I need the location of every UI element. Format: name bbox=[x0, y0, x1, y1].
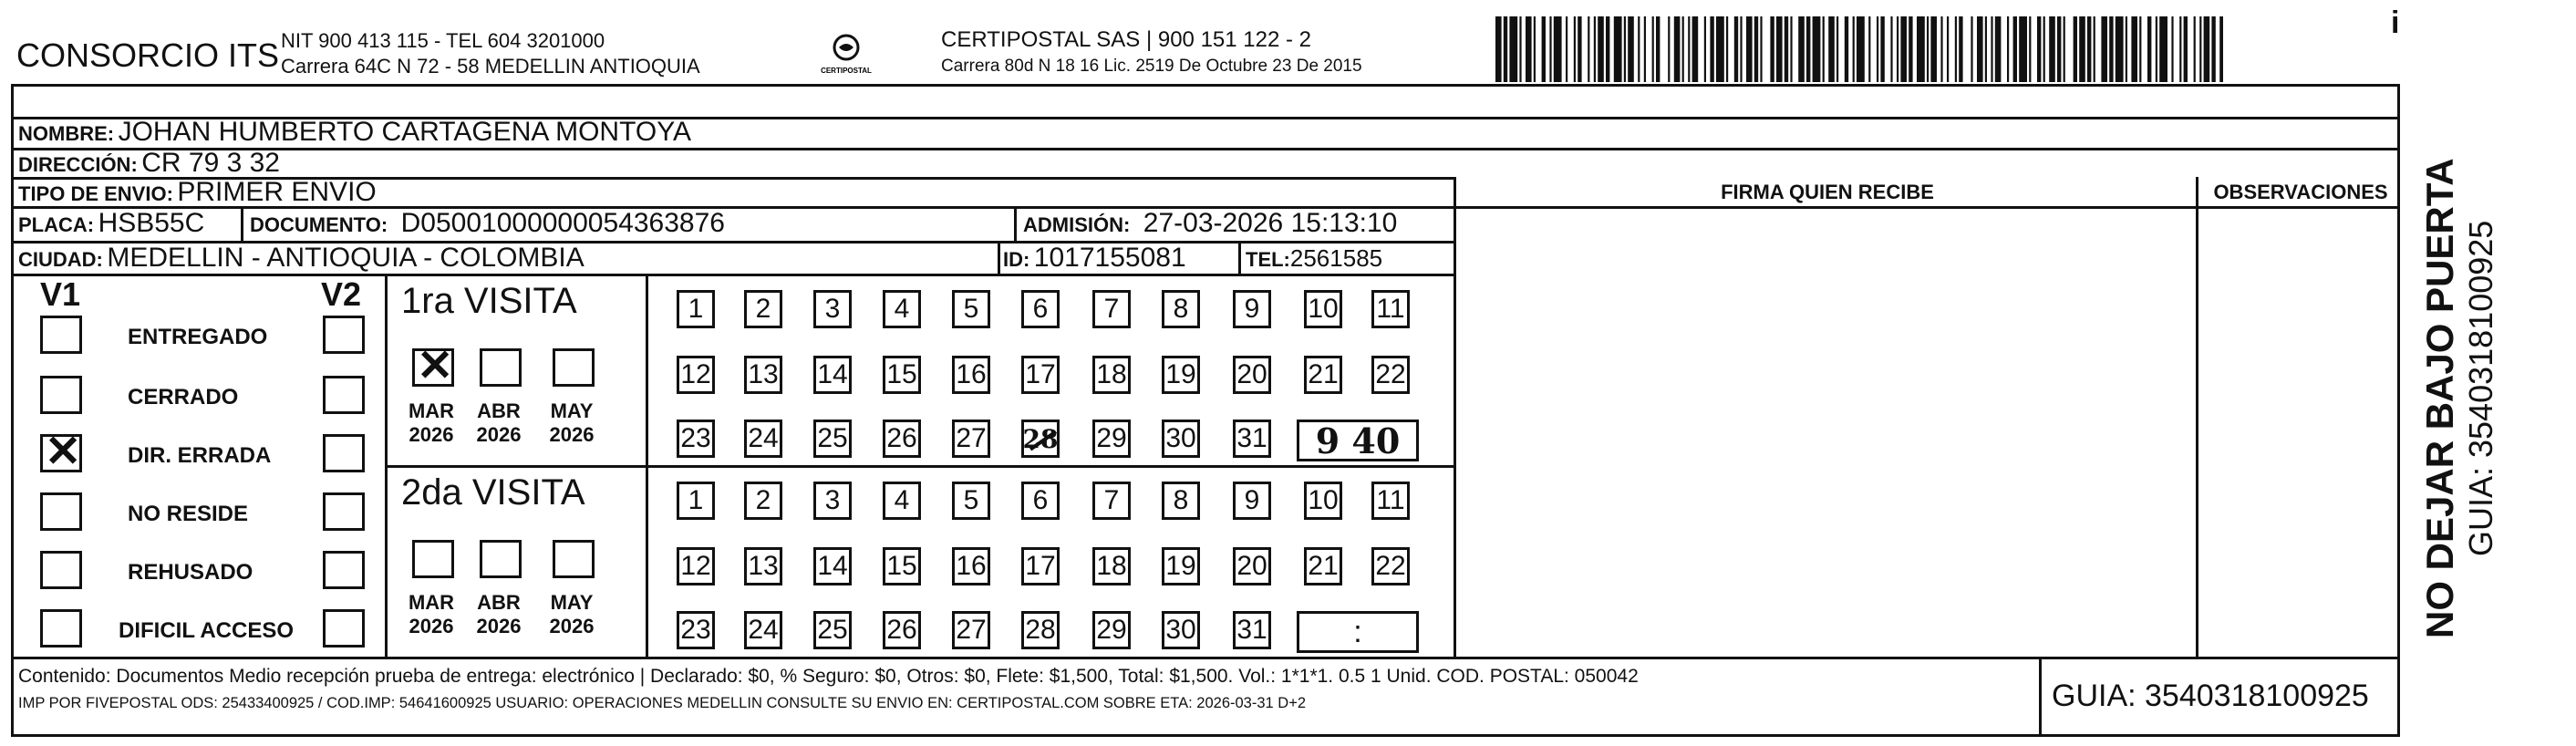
day-box[interactable]: 29 bbox=[1092, 420, 1131, 458]
day-box[interactable]: 7 bbox=[1092, 482, 1131, 520]
row-direccion bbox=[18, 148, 280, 179]
row-ciudad bbox=[18, 243, 585, 274]
side-guia: GUIA: 3540318100925 bbox=[2462, 220, 2499, 556]
day-box[interactable]: 22 bbox=[1371, 356, 1410, 394]
status-option-label: ENTREGADO bbox=[128, 325, 268, 349]
day-box[interactable]: 5 bbox=[952, 290, 990, 328]
day-box[interactable]: 16 bbox=[952, 356, 990, 394]
id-field bbox=[1003, 243, 1186, 274]
tel-label: TEL: bbox=[1246, 248, 1290, 271]
checkbox-mark: ✕ bbox=[45, 428, 82, 476]
day-box[interactable]: 22 bbox=[1371, 547, 1410, 585]
day-box[interactable]: 18 bbox=[1092, 547, 1131, 585]
id-label: ID: bbox=[1003, 248, 1030, 271]
day-box[interactable]: 12 bbox=[677, 547, 715, 585]
day-box[interactable]: 2 bbox=[744, 482, 782, 520]
day-box[interactable]: 20 bbox=[1233, 356, 1271, 394]
day-box[interactable]: 30 bbox=[1162, 611, 1200, 649]
day-box[interactable]: 27 bbox=[952, 420, 990, 458]
time-box[interactable]: 9 40 bbox=[1297, 420, 1419, 461]
company-name: CONSORCIO ITS bbox=[16, 36, 280, 74]
placa-label: PLACA: bbox=[18, 213, 95, 236]
nombre-value: JOHAN HUMBERTO CARTAGENA MONTOYA bbox=[118, 117, 691, 147]
day-box[interactable]: 23 bbox=[677, 420, 715, 458]
v1-checkbox[interactable] bbox=[40, 551, 82, 589]
day-box[interactable]: 6 bbox=[1021, 290, 1060, 328]
day-box[interactable]: 6 bbox=[1021, 482, 1060, 520]
day-box[interactable]: 10 bbox=[1304, 482, 1342, 520]
month-checkbox[interactable] bbox=[412, 540, 454, 578]
v2-label: V2 bbox=[321, 275, 362, 313]
v1-checkbox[interactable] bbox=[40, 609, 82, 648]
v1-checkbox[interactable] bbox=[40, 376, 82, 414]
day-box[interactable]: 12 bbox=[677, 356, 715, 394]
day-box[interactable]: 25 bbox=[813, 611, 852, 649]
day-box[interactable]: 17 bbox=[1021, 356, 1060, 394]
day-box[interactable]: 4 bbox=[883, 482, 921, 520]
day-box[interactable]: 9 bbox=[1233, 290, 1271, 328]
observaciones-header: OBSERVACIONES bbox=[2213, 181, 2388, 203]
month-label: MAY 2026 bbox=[549, 591, 595, 637]
day-box[interactable]: 14 bbox=[813, 356, 852, 394]
second-visit-label: 2da VISITA bbox=[401, 472, 585, 513]
day-box[interactable]: 9 bbox=[1233, 482, 1271, 520]
certipostal-logo bbox=[819, 31, 874, 77]
day-box[interactable]: 20 bbox=[1233, 547, 1271, 585]
day-box[interactable]: 8 bbox=[1162, 482, 1200, 520]
day-box[interactable]: 30 bbox=[1162, 420, 1200, 458]
day-box[interactable]: 1 bbox=[677, 290, 715, 328]
v1-checkbox[interactable] bbox=[40, 316, 82, 354]
day-box[interactable]: 1 bbox=[677, 482, 715, 520]
company-nit-tel: NIT 900 413 115 - TEL 604 3201000 bbox=[281, 29, 605, 52]
v1-checkbox[interactable] bbox=[40, 492, 82, 531]
status-option-label: NO RESIDE bbox=[128, 502, 249, 526]
carrier-name: CERTIPOSTAL SAS | 900 151 122 - 2 bbox=[941, 27, 1311, 52]
day-box[interactable]: 19 bbox=[1162, 547, 1200, 585]
day-box[interactable]: 19 bbox=[1162, 356, 1200, 394]
day-box[interactable]: 23 bbox=[677, 611, 715, 649]
barcode bbox=[1495, 16, 2225, 82]
v2-checkbox[interactable] bbox=[323, 376, 365, 414]
month-checkbox[interactable] bbox=[412, 342, 454, 390]
footer-contenido: Contenido: Documentos Medio recepción prueba de entrega: electrónico | Declarado: $0, % Seguro: $0, Otros: $0, Flete: $1,500, Total: $1,500. Vol.: 1*1*1. 0.5 1 Unid. COD. POSTAL: 050042 bbox=[18, 666, 1639, 687]
day-box[interactable]: 26 bbox=[883, 611, 921, 649]
day-box[interactable]: 21 bbox=[1304, 356, 1342, 394]
direccion-label: DIRECCIÓN: bbox=[18, 153, 138, 176]
v2-checkbox[interactable] bbox=[323, 551, 365, 589]
id-value: 1017155081 bbox=[1033, 243, 1186, 273]
nombre-label: NOMBRE: bbox=[18, 122, 115, 145]
status-option-label: DIR. ERRADA bbox=[128, 443, 272, 468]
admision-field bbox=[1023, 208, 1397, 239]
month-checkbox[interactable] bbox=[480, 540, 522, 578]
row-tipo bbox=[18, 177, 377, 208]
day-box[interactable]: 5 bbox=[952, 482, 990, 520]
ciudad-label: CIUDAD: bbox=[18, 248, 103, 271]
tipo-label: TIPO DE ENVIO: bbox=[18, 182, 173, 205]
day-box[interactable]: 28 bbox=[1021, 611, 1060, 649]
month-label: MAY 2026 bbox=[549, 399, 595, 446]
documento-label: DOCUMENTO: bbox=[250, 213, 388, 236]
v2-checkbox[interactable] bbox=[323, 609, 365, 648]
day-box[interactable]: 24 bbox=[744, 611, 782, 649]
day-box[interactable]: 17 bbox=[1021, 547, 1060, 585]
day-box[interactable]: 15 bbox=[883, 547, 921, 585]
month-checkbox[interactable] bbox=[553, 540, 595, 578]
carrier-address: Carrera 80d N 18 16 Lic. 2519 De Octubre 23 De 2015 bbox=[941, 57, 1362, 76]
v2-checkbox[interactable] bbox=[323, 316, 365, 354]
v2-checkbox[interactable] bbox=[323, 434, 365, 472]
footer-guia: GUIA: 3540318100925 bbox=[2052, 679, 2369, 713]
ciudad-value: MEDELLIN - ANTIOQUIA - COLOMBIA bbox=[107, 243, 585, 273]
day-box[interactable]: 28 bbox=[1021, 420, 1060, 458]
day-box[interactable]: 13 bbox=[744, 547, 782, 585]
v1-checkbox[interactable] bbox=[40, 428, 82, 476]
status-option-label: DIFICIL ACCESO bbox=[119, 618, 295, 643]
day-box[interactable]: 3 bbox=[813, 290, 852, 328]
day-box[interactable]: 24 bbox=[744, 420, 782, 458]
day-box[interactable]: 27 bbox=[952, 611, 990, 649]
tel-value: 2561585 bbox=[1289, 244, 1383, 272]
month-checkbox[interactable] bbox=[553, 348, 595, 387]
month-checkbox[interactable] bbox=[480, 348, 522, 387]
company-address: Carrera 64C N 72 - 58 MEDELLIN ANTIOQUIA bbox=[281, 55, 700, 78]
row-nombre bbox=[18, 117, 691, 148]
checkbox-mark: ✕ bbox=[417, 342, 454, 390]
day-box[interactable]: 10 bbox=[1304, 290, 1342, 328]
day-box[interactable]: 25 bbox=[813, 420, 852, 458]
day-box[interactable]: 3 bbox=[813, 482, 852, 520]
first-visit-label: 1ra VISITA bbox=[401, 281, 577, 321]
tel-field bbox=[1246, 244, 1382, 273]
day-box[interactable]: 21 bbox=[1304, 547, 1342, 585]
day-box[interactable]: 4 bbox=[883, 290, 921, 328]
tipo-value: PRIMER ENVIO bbox=[177, 177, 377, 207]
day-box[interactable]: 7 bbox=[1092, 290, 1131, 328]
direccion-value: CR 79 3 32 bbox=[141, 148, 280, 178]
month-label: MAR 2026 bbox=[408, 399, 455, 446]
day-box[interactable]: 26 bbox=[883, 420, 921, 458]
month-label: ABR 2026 bbox=[476, 399, 522, 446]
status-option-label: REHUSADO bbox=[128, 560, 253, 585]
corner-mark: i bbox=[2391, 5, 2400, 40]
day-box[interactable]: 31 bbox=[1233, 611, 1271, 649]
month-label: MAR 2026 bbox=[408, 591, 455, 637]
svg-text:CERTIPOSTAL: CERTIPOSTAL bbox=[821, 67, 872, 75]
day-box[interactable]: 11 bbox=[1371, 290, 1410, 328]
placa-value: HSB55C bbox=[98, 208, 205, 238]
time-box[interactable]: : bbox=[1297, 611, 1419, 653]
day-box[interactable]: 18 bbox=[1092, 356, 1131, 394]
day-box[interactable]: 14 bbox=[813, 547, 852, 585]
status-option-label: CERRADO bbox=[128, 385, 239, 409]
day-box[interactable]: 31 bbox=[1233, 420, 1271, 458]
admision-value: 27-03-2026 15:13:10 bbox=[1143, 208, 1398, 238]
day-box[interactable]: 29 bbox=[1092, 611, 1131, 649]
day-box[interactable]: 11 bbox=[1371, 482, 1410, 520]
row-placa bbox=[18, 208, 204, 239]
firma-header: FIRMA QUIEN RECIBE bbox=[1721, 181, 1934, 203]
day-box[interactable]: 15 bbox=[883, 356, 921, 394]
v1-label: V1 bbox=[40, 275, 81, 313]
admision-label: ADMISIÓN: bbox=[1023, 213, 1131, 236]
footer-impresion: IMP POR FIVEPOSTAL ODS: 25433400925 / COD.IMP: 54641600925 USUARIO: OPERACIONES MEDELLIN CONSULTE SU ENVIO EN: CERTIPOSTAL.COM SOBRE ETA: 2026-03-31 D+2 bbox=[18, 695, 1307, 711]
day-box[interactable]: 16 bbox=[952, 547, 990, 585]
documento-value: D05001000000054363876 bbox=[400, 208, 725, 238]
documento-field bbox=[250, 208, 725, 239]
side-warning: NO DEJAR BAJO PUERTA bbox=[2418, 158, 2461, 638]
month-label: ABR 2026 bbox=[476, 591, 522, 637]
day-box[interactable]: 2 bbox=[744, 290, 782, 328]
v2-checkbox[interactable] bbox=[323, 492, 365, 531]
day-box[interactable]: 8 bbox=[1162, 290, 1200, 328]
day-box[interactable]: 13 bbox=[744, 356, 782, 394]
